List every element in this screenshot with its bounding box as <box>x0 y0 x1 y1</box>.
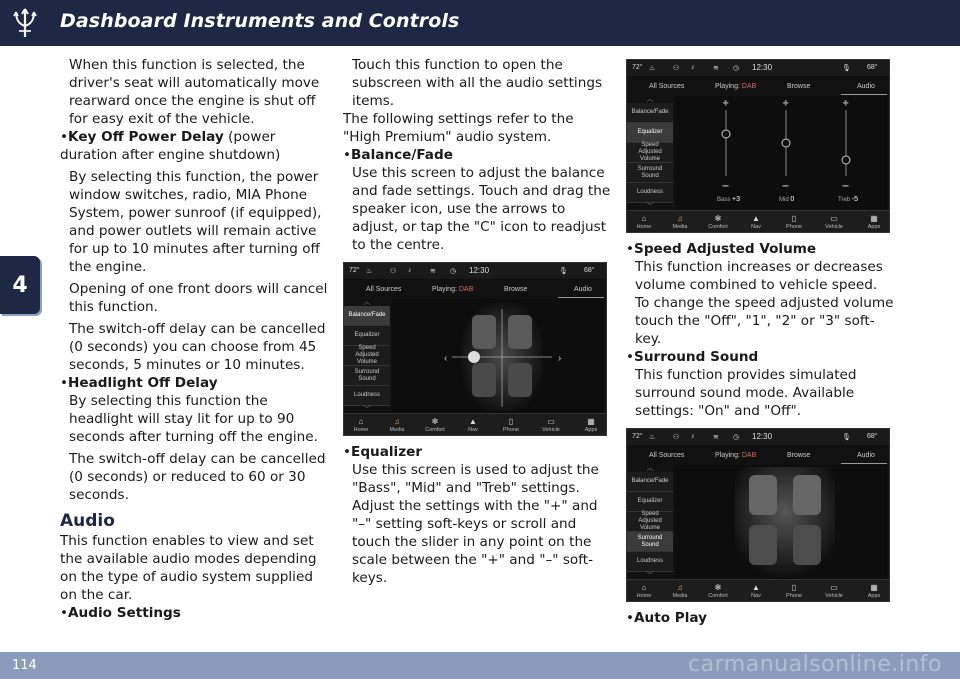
nav-label: Phone <box>786 593 802 599</box>
seat-heat-icon: ♨ <box>649 434 656 441</box>
apps-grid-icon: ▦ <box>587 417 595 426</box>
bass-minus-icon[interactable]: – <box>723 180 729 190</box>
phone-icon: ▯ <box>791 583 797 592</box>
apps-grid-icon: ▦ <box>870 214 878 223</box>
bullet-headlight-off-delay: •Headlight Off Delay <box>60 375 218 391</box>
mid-plus-icon[interactable]: + <box>783 98 789 108</box>
audio-side-menu <box>627 96 673 210</box>
bell-icon: ♪ <box>691 433 695 440</box>
nav-home[interactable] <box>346 417 376 433</box>
screen-surround-sound <box>626 428 890 602</box>
temp-right: 68° <box>867 64 878 71</box>
bullet-title: Equalizer <box>351 444 423 460</box>
paragraph: The switch-off delay can be cancelled (0 seconds) you can choose from 45 seconds, 5 minutes or 10 minutes. <box>69 321 326 373</box>
fan-icon: ✻ <box>714 214 722 223</box>
bell-icon: ♪ <box>408 267 412 274</box>
balance-fade-panel[interactable] <box>392 299 604 413</box>
page-footer <box>0 652 960 679</box>
column-3-bottom <box>626 609 898 627</box>
paragraph: Use this screen is used to adjust the "Bass", "Mid" and "Treb" settings. Adjust the settings with the "+" and "–" setting soft-keys or scroll and touch the slider in any point on the scale between the "+" and "–" soft-keys. <box>352 462 599 586</box>
seat-rear-right <box>508 363 532 397</box>
bass-plus-icon[interactable]: + <box>723 98 729 108</box>
timer-icon: ◷ <box>733 434 740 441</box>
chevron-down-icon[interactable]: ﹀ <box>363 406 371 413</box>
nav-label: Phone <box>786 224 802 230</box>
apps-grid-icon: ▦ <box>870 583 878 592</box>
user-icon: ⚇ <box>673 434 680 441</box>
nav-media[interactable] <box>665 583 695 599</box>
bass-readout <box>717 196 740 203</box>
audio-side-menu <box>344 299 390 413</box>
treb-value: -5 <box>851 196 859 203</box>
car-icon: ▭ <box>547 417 555 426</box>
mid-readout <box>779 196 794 203</box>
paragraph: Touch this function to open the subscreen with all the audio settings items. <box>352 57 603 109</box>
paragraph: By selecting this function the headlight will stay lit for up to 90 seconds after turning off the engine. <box>69 393 318 445</box>
nav-comfort[interactable] <box>703 583 733 599</box>
bell-icon: ♪ <box>691 64 695 71</box>
wifi-icon: ≋ <box>430 268 436 275</box>
page-title: Dashboard Instruments and Controls <box>60 10 460 32</box>
side-item-speed-adjusted-volume[interactable]: Speed Adjusted Volume <box>627 143 673 163</box>
treb-plus-icon[interactable]: + <box>843 98 849 108</box>
bullet-title: Balance/Fade <box>351 147 453 163</box>
tab-all-sources[interactable]: All Sources <box>366 286 402 293</box>
navigation-arrow-icon: ▲ <box>752 583 760 592</box>
nav-apps[interactable] <box>576 417 606 433</box>
tab-playing-source: DAB <box>741 452 757 459</box>
user-icon: ⚇ <box>673 65 680 72</box>
bullet-subtitle: (power duration after engine shutdown) <box>60 129 281 163</box>
nav-label: Vehicle <box>825 224 843 230</box>
nav-media[interactable] <box>382 417 412 433</box>
trident-logo-icon <box>8 6 42 40</box>
bullet-title: Audio Settings <box>68 605 181 621</box>
chevron-down-icon[interactable]: ﹀ <box>646 572 654 579</box>
bottom-nav <box>627 210 889 232</box>
nav-phone[interactable] <box>779 214 809 230</box>
bullet-equalizer: •Equalizer <box>343 444 423 460</box>
navigation-arrow-icon: ▲ <box>752 214 760 223</box>
page-number: 114 <box>12 658 37 673</box>
side-item-surround-sound[interactable]: Surround Sound <box>627 163 673 183</box>
nav-home[interactable] <box>629 583 659 599</box>
side-item-loudness[interactable]: Loudness <box>627 552 673 572</box>
bullet-speed-adjusted-volume: •Speed Adjusted Volume <box>626 241 817 257</box>
tab-playing[interactable] <box>715 452 756 459</box>
tab-browse[interactable]: Browse <box>504 286 528 293</box>
nav-label: Home <box>636 593 652 599</box>
mid-label: Mid <box>779 197 789 203</box>
timer-icon: ◷ <box>450 268 457 275</box>
audio-side-menu <box>627 465 673 579</box>
nav-label: Home <box>353 427 369 433</box>
tab-playing-label: Playing: <box>432 286 457 293</box>
paragraph: Opening of one front doors will cancel this function. <box>69 281 328 315</box>
nav-label: Nav <box>751 593 761 599</box>
nav-comfort[interactable] <box>420 417 450 433</box>
paragraph: When this function is selected, the driver's seat will automatically move rearward once the engine is shut off for easy exit of the vehicle. <box>69 57 320 127</box>
music-note-icon: ♫ <box>394 417 400 426</box>
paragraph: This function enables to view and set the available audio modes depending on the type of audio system supplied on the car. <box>60 533 317 603</box>
wifi-icon: ≋ <box>713 65 719 72</box>
temp-left: 72° <box>632 64 643 71</box>
mic-icon: 🎙 <box>559 268 568 275</box>
tab-all-sources[interactable]: All Sources <box>649 83 685 90</box>
seat-rear-left <box>472 363 496 397</box>
treb-label: Treb <box>838 197 851 203</box>
nav-label: Comfort <box>708 593 728 599</box>
treb-readout <box>838 196 858 203</box>
timer-icon: ◷ <box>733 65 740 72</box>
status-bar <box>344 263 606 279</box>
side-item-equalizer[interactable]: Equalizer <box>627 123 673 143</box>
nav-label: Media <box>672 593 688 599</box>
bullet-title: Speed Adjusted Volume <box>634 241 817 257</box>
nav-label: Comfort <box>425 427 445 433</box>
bullet-audio-settings: •Audio Settings <box>60 605 181 621</box>
side-item-equalizer[interactable]: Equalizer <box>344 326 390 346</box>
car-icon: ▭ <box>830 214 838 223</box>
bullet-balance-fade: •Balance/Fade <box>343 147 453 163</box>
tab-playing-label: Playing: <box>715 452 740 459</box>
nav-label: Nav <box>468 427 478 433</box>
seat-heat-icon: ♨ <box>649 65 656 72</box>
temp-left: 72° <box>349 267 360 274</box>
section-heading-audio: Audio <box>60 511 115 531</box>
mic-icon: 🎙 <box>842 434 851 441</box>
fan-icon: ✻ <box>431 417 439 426</box>
car-icon: ▭ <box>830 583 838 592</box>
paragraph: To change the speed adjusted volume touch the "Off", "1", "2" or "3" soft-key. <box>635 295 894 347</box>
side-item-surround-sound[interactable]: Surround Sound <box>344 366 390 386</box>
bullet-title: Headlight Off Delay <box>68 375 218 391</box>
seat-front-left <box>749 475 777 515</box>
tab-browse[interactable]: Browse <box>787 83 811 90</box>
chevron-up-icon[interactable]: ︿ <box>646 96 654 103</box>
treb-knob[interactable] <box>842 156 850 164</box>
tab-all-sources[interactable]: All Sources <box>649 452 685 459</box>
seat-front-left <box>472 315 496 349</box>
seat-heat-icon: ♨ <box>366 268 373 275</box>
nav-apps[interactable] <box>859 214 889 230</box>
nav-label: Nav <box>751 224 761 230</box>
audio-tabs <box>344 282 606 298</box>
temp-left: 72° <box>632 433 643 440</box>
music-note-icon: ♫ <box>677 214 683 223</box>
tab-underline <box>558 297 604 298</box>
surround-seats-diagram <box>675 465 889 581</box>
tab-audio[interactable]: Audio <box>857 452 875 459</box>
mic-icon: 🎙 <box>842 65 851 72</box>
side-item-speed-adjusted-volume[interactable]: Speed Adjusted Volume <box>344 346 390 366</box>
bass-knob[interactable] <box>722 130 730 138</box>
status-bar <box>627 429 889 445</box>
side-item-equalizer[interactable]: Equalizer <box>627 492 673 512</box>
music-note-icon: ♫ <box>677 583 683 592</box>
clock: 12:30 <box>469 266 490 275</box>
tab-audio[interactable]: Audio <box>857 83 875 90</box>
screen-equalizer <box>626 59 890 233</box>
temp-right: 68° <box>867 433 878 440</box>
screen-balance-fade <box>343 262 607 436</box>
surround-panel <box>675 465 887 579</box>
tab-browse[interactable]: Browse <box>787 452 811 459</box>
bullet-title: Auto Play <box>634 610 708 626</box>
user-icon: ⚇ <box>390 268 397 275</box>
nav-nav[interactable] <box>458 417 488 433</box>
audio-tabs <box>627 448 889 464</box>
column-2 <box>343 56 611 254</box>
tab-audio[interactable]: Audio <box>574 286 592 293</box>
car-seats-diagram[interactable] <box>392 299 606 415</box>
clock: 12:30 <box>752 63 773 72</box>
paragraph: Use this screen to adjust the balance and fade settings. Touch and drag the speaker icon, use the arrows to adjust, or tap the "C" icon to readjust to the centre. <box>352 165 611 253</box>
chapter-tab: 4 <box>0 256 40 314</box>
column-1 <box>60 56 330 622</box>
side-item-loudness[interactable]: Loudness <box>344 386 390 406</box>
nav-vehicle[interactable] <box>819 214 849 230</box>
seat-rear-right <box>793 525 821 565</box>
side-item-surround-sound[interactable]: Surround Sound <box>627 532 673 552</box>
nav-comfort[interactable] <box>703 214 733 230</box>
nav-label: Media <box>389 427 405 433</box>
seat-front-right <box>508 315 532 349</box>
chevron-up-icon[interactable]: ︿ <box>363 299 371 306</box>
column-2-lower <box>343 443 611 587</box>
nav-label: Vehicle <box>542 427 560 433</box>
side-item-loudness[interactable]: Loudness <box>627 183 673 203</box>
seat-rear-left <box>749 525 777 565</box>
home-icon: ⌂ <box>641 214 647 223</box>
tab-underline <box>841 463 887 464</box>
wifi-icon: ≋ <box>713 434 719 441</box>
temp-right: 68° <box>584 267 595 274</box>
equalizer-sliders[interactable] <box>675 96 889 212</box>
nav-media[interactable] <box>665 214 695 230</box>
mid-value: 0 <box>790 196 795 203</box>
mid-knob[interactable] <box>782 139 790 147</box>
nav-home[interactable] <box>629 214 659 230</box>
home-icon: ⌂ <box>641 583 647 592</box>
paragraph: By selecting this function, the power window switches, radio, MIA Phone System, power sunroof (if equipped), and power outlets will remain active for up to 10 minutes after turning off the engine. <box>69 169 322 275</box>
tab-playing-source: DAB <box>741 83 757 90</box>
bass-value: +3 <box>732 196 740 203</box>
speaker-position-icon[interactable] <box>468 351 480 363</box>
nav-label: Home <box>636 224 652 230</box>
treb-minus-icon[interactable]: – <box>843 180 849 190</box>
nav-label: Vehicle <box>825 593 843 599</box>
nav-label: Apps <box>584 427 598 433</box>
nav-label: Apps <box>867 224 881 230</box>
bullet-surround-sound: •Surround Sound <box>626 349 759 365</box>
nav-vehicle[interactable] <box>819 583 849 599</box>
bullet-title: Surround Sound <box>634 349 759 365</box>
nav-vehicle[interactable] <box>536 417 566 433</box>
bullet-title: Key Off Power Delay <box>68 129 224 145</box>
paragraph: The following settings refer to the "High Premium" audio system. <box>343 111 574 145</box>
mid-minus-icon[interactable]: – <box>783 180 789 190</box>
chevron-left-icon[interactable]: ‹ <box>444 353 448 364</box>
nav-nav[interactable] <box>741 214 771 230</box>
watermark: carmanualsonline.info <box>688 652 942 677</box>
bullet-key-off-power-delay: •Key Off Power Delay (power duration after engine shutdown) <box>60 129 281 163</box>
bullet-auto-play: •Auto Play <box>626 610 708 626</box>
nav-label: Comfort <box>708 224 728 230</box>
bass-label: Bass <box>717 197 731 203</box>
clock: 12:30 <box>752 432 773 441</box>
bottom-nav <box>627 579 889 601</box>
nav-label: Phone <box>503 427 519 433</box>
nav-phone[interactable] <box>496 417 526 433</box>
fan-icon: ✻ <box>714 583 722 592</box>
bottom-nav <box>344 413 606 435</box>
side-item-speed-adjusted-volume[interactable]: Speed Adjusted Volume <box>627 512 673 532</box>
nav-label: Apps <box>867 593 881 599</box>
phone-icon: ▯ <box>508 417 514 426</box>
seat-front-right <box>793 475 821 515</box>
audio-tabs <box>627 79 889 95</box>
tab-playing[interactable] <box>715 83 756 90</box>
chevron-right-icon[interactable]: › <box>558 353 562 364</box>
chevron-up-icon[interactable]: ︿ <box>646 465 654 472</box>
navigation-arrow-icon: ▲ <box>469 417 477 426</box>
nav-label: Media <box>672 224 688 230</box>
home-icon: ⌂ <box>358 417 364 426</box>
equalizer-panel <box>675 96 887 210</box>
nav-nav[interactable] <box>741 583 771 599</box>
phone-icon: ▯ <box>791 214 797 223</box>
nav-apps[interactable] <box>859 583 889 599</box>
tab-playing-label: Playing: <box>715 83 740 90</box>
tab-playing[interactable] <box>432 286 473 293</box>
chevron-down-icon[interactable]: ﹀ <box>646 203 654 210</box>
nav-phone[interactable] <box>779 583 809 599</box>
paragraph: This function provides simulated surround sound mode. Available settings: "On" and "Off". <box>635 367 857 419</box>
paragraph: The switch-off delay can be cancelled (0 seconds) or reduced to 60 or 30 seconds. <box>69 451 326 503</box>
side-item-balance-fade[interactable]: Balance/Fade <box>344 306 390 326</box>
tab-playing-source: DAB <box>458 286 474 293</box>
column-3 <box>626 240 898 420</box>
tab-underline <box>841 94 887 95</box>
page-header <box>0 0 960 46</box>
paragraph: This function increases or decreases volume combined to vehicle speed. <box>635 259 883 293</box>
status-bar <box>627 60 889 76</box>
side-item-balance-fade[interactable]: Balance/Fade <box>627 103 673 123</box>
side-item-balance-fade[interactable]: Balance/Fade <box>627 472 673 492</box>
